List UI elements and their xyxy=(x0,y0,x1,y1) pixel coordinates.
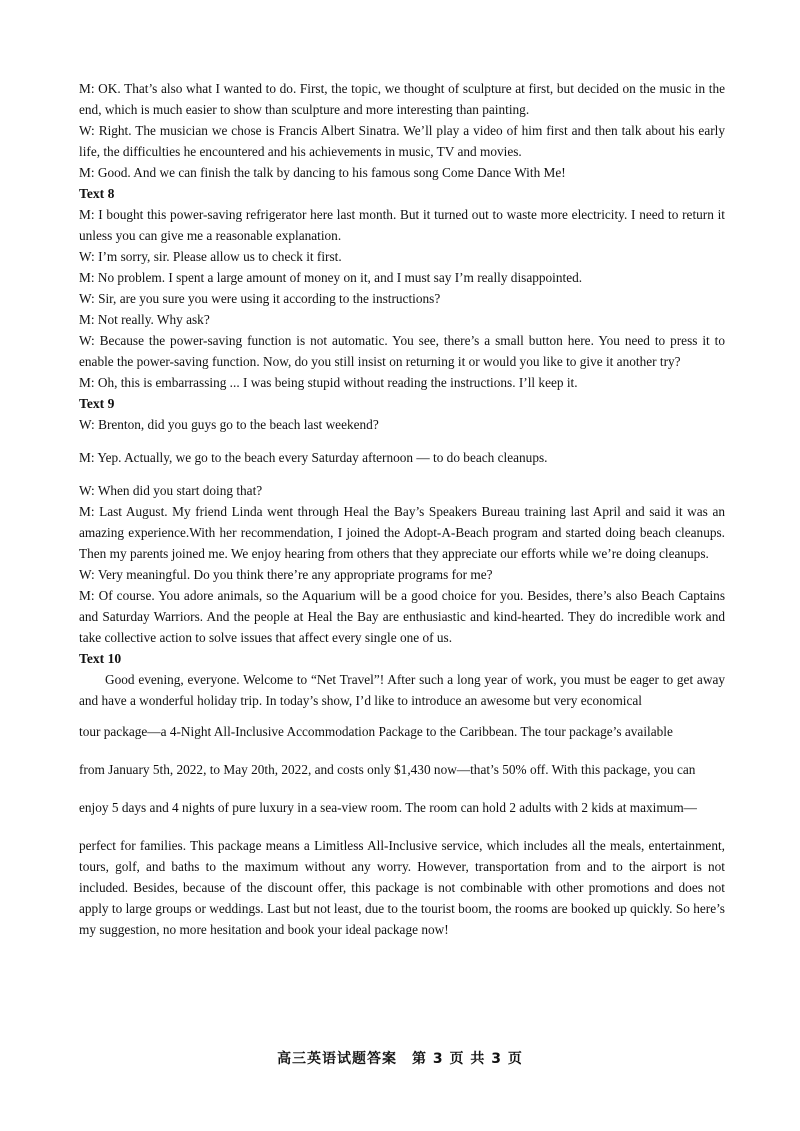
dialogue-line: M: I bought this power-saving refrigerator here last month. But it turned out to waste more electricity. I need to return it unless you can give me a reasonable explanation. xyxy=(79,207,725,243)
dialogue-line: W: Sir, are you sure you were using it according to the instructions? xyxy=(79,291,441,306)
spacer xyxy=(79,818,725,835)
spacer xyxy=(79,468,725,480)
dialogue-line: M: Of course. You adore animals, so the Aquarium will be a good choice for you. Besides, there’s also Beach Captains and Saturday Warriors. And the people at Heal the Bay are enthusiastic and kind-hearted. They do incredible work and take collective action to solve issues that affect every single one of us. xyxy=(79,588,725,645)
dialogue-line: W: Brenton, did you guys go to the beach last weekend? xyxy=(79,417,379,432)
section-heading-text-10: Text 10 xyxy=(79,651,122,666)
monologue-line: enjoy 5 days and 4 nights of pure luxury in a sea-view room. The room can hold 2 adults with 2 kids at maximum— xyxy=(79,800,697,815)
section-heading-text-9: Text 9 xyxy=(79,396,115,411)
dialogue-line: M: Good. And we can finish the talk by dancing to his famous song Come Dance With Me! xyxy=(79,165,566,180)
dialogue-line: W: Right. The musician we chose is Francis Albert Sinatra. We’ll play a video of him first and then talk about his early life, the difficulties he encountered and his achievements in music, TV and movies. xyxy=(79,123,725,159)
monologue-paragraph: perfect for families. This package means a Limitless All-Inclusive service, which includes all the meals, entertainment, tours, golf, and baths to the maximum without any worry. However, transportation from and to the airport is not included. Besides, because of the discount offer, this package is not combinable with other promotions and does not apply to large groups or weddings. Last but not least, due to the tourist boom, the rooms are booked up quickly. So here’s my suggestion, no more hesitation and book your ideal package now! xyxy=(79,838,725,937)
dialogue-line: M: OK. That’s also what I wanted to do. First, the topic, we thought of sculpture at first, but decided on the music in the end, which is much easier to show than sculpture and more interesting than painting. xyxy=(79,81,725,117)
section-heading-text-8: Text 8 xyxy=(79,186,115,201)
dialogue-line: W: Because the power-saving function is not automatic. You see, there’s a small button here. You need to press it to enable the power-saving function. Now, do you still insist on returning it or would you like to give it another try? xyxy=(79,333,725,369)
monologue-paragraph: Good evening, everyone. Welcome to “Net Travel”! After such a long year of work, you must be eager to get away and have a wonderful holiday trip. In today’s show, I’d like to introduce an awesome but very economical xyxy=(79,672,725,708)
spacer xyxy=(79,742,725,759)
dialogue-line: M: Oh, this is embarrassing ... I was being stupid without reading the instructions. I’ll keep it. xyxy=(79,375,578,390)
monologue-line: tour package—a 4-Night All-Inclusive Accommodation Package to the Caribbean. The tour package’s available xyxy=(79,724,673,739)
dialogue-line: M: Not really. Why ask? xyxy=(79,312,210,327)
dialogue-line: M: No problem. I spent a large amount of money on it, and I must say I’m really disappointed. xyxy=(79,270,583,285)
document-body xyxy=(79,78,725,940)
spacer xyxy=(79,780,725,797)
monologue-line: from January 5th, 2022, to May 20th, 2022, and costs only $1,430 now—that’s 50% off. With this package, you can xyxy=(79,762,696,777)
dialogue-line: W: Very meaningful. Do you think there’re any appropriate programs for me? xyxy=(79,567,493,582)
spacer xyxy=(79,711,725,721)
dialogue-line: M: Yep. Actually, we go to the beach every Saturday afternoon — to do beach cleanups. xyxy=(79,450,548,465)
page-footer: 高三英语试题答案 第 3 页 共 3 页 xyxy=(277,1051,523,1067)
dialogue-line: W: I’m sorry, sir. Please allow us to check it first. xyxy=(79,249,342,264)
dialogue-line: W: When did you start doing that? xyxy=(79,483,263,498)
dialogue-line: M: Last August. My friend Linda went through Heal the Bay’s Speakers Bureau training last April and said it was an amazing experience.With her recommendation, I joined the Adopt-A-Beach program and started doing beach cleanups. Then my parents joined me. We enjoy hearing from others that they appreciate our efforts while we’re doing cleanups. xyxy=(79,504,725,561)
spacer xyxy=(79,435,725,447)
